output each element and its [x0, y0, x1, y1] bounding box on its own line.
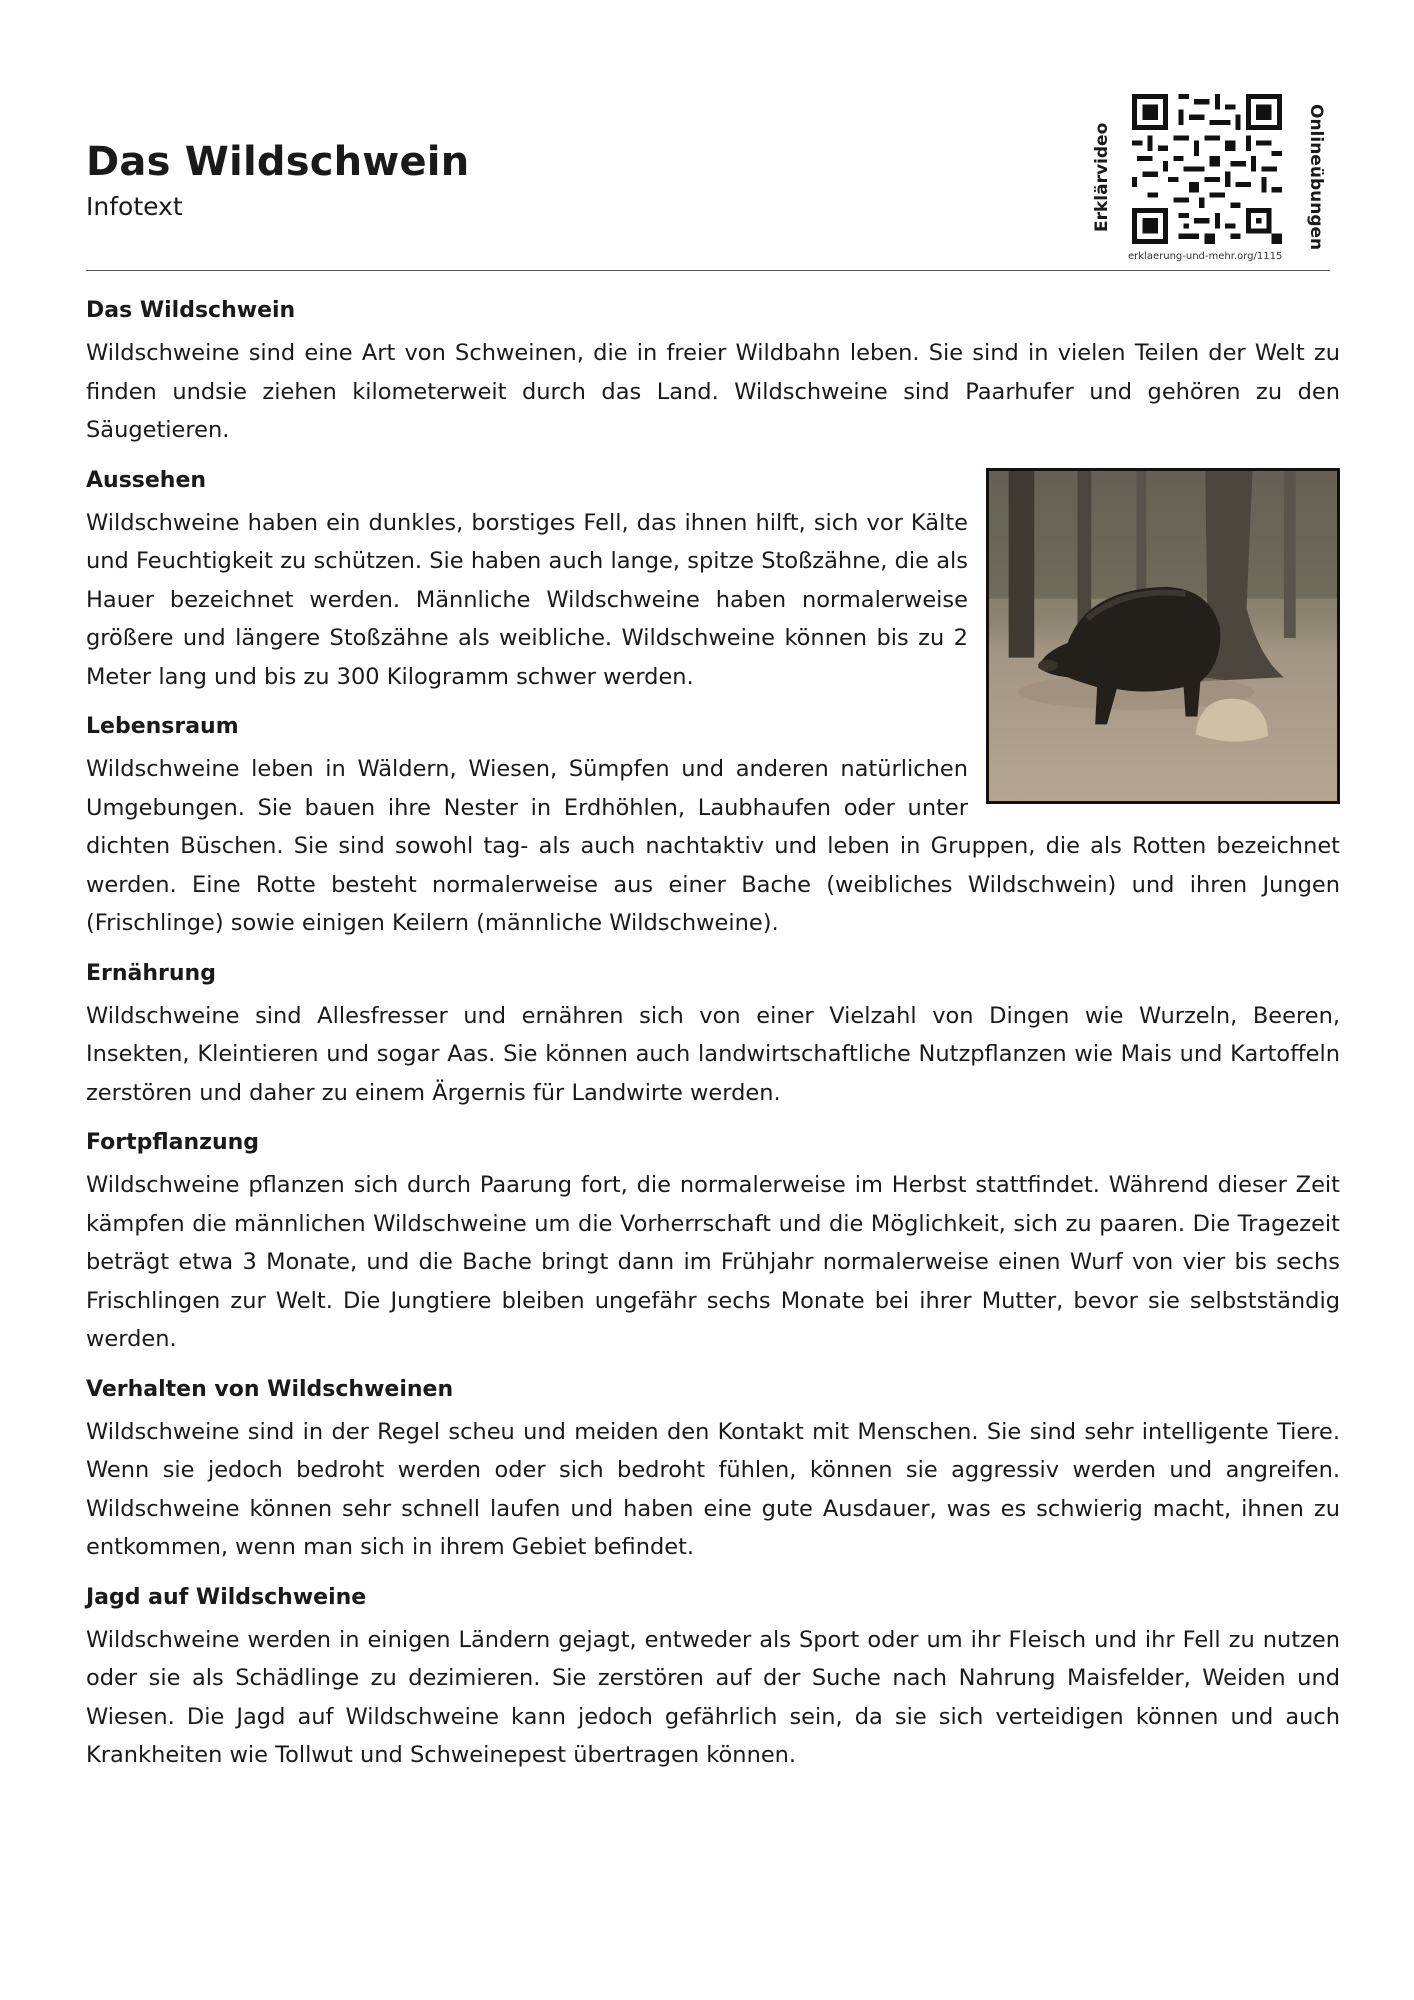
section-text: Wildschweine sind Allesfresser und ernähren sich von einer Vielzahl von Dingen wie Wurzeln, Beeren, Insekten, Kleintieren und sogar Aas. Sie können auch landwirtschaftliche Nutzpflanzen wie Mais und Kartoffeln zerstören und daher zu einem Ärgernis für Landwirte werden. — [86, 1002, 1340, 1106]
section-text: Wildschweine sind eine Art von Schweinen, die in freier Wildbahn leben. Sie sind in vielen Teilen der Welt zu finden undsie ziehen kilometerweit durch das Land. Wildschweine sind Paarhufer und gehören zu den Säugetieren. — [86, 340, 1340, 443]
section-heading: Lebensraum — [86, 714, 239, 739]
section-jagd — [86, 1581, 1340, 1775]
section-text: Wildschweine haben ein dunkles, borstiges Fell, das ihnen hilft, sich vor Kälte und Feuchtigkeit zu schützen. Sie haben auch lange, spitze Stoßzähne, die als Hauer bezeichnet werden. Männliche Wildschweine haben normalerweise größere und längere Stoßzähne als weibliche. Wildschweine können bis zu 2 Meter lang und bis zu 300 Kilogramm schwer werden. — [86, 509, 968, 690]
section-heading: Das Wildschwein — [86, 298, 296, 323]
section-intro — [86, 294, 1340, 450]
qr-code-icon[interactable] — [1132, 94, 1282, 244]
wild-boar-image-icon — [989, 471, 1337, 801]
section-text: Wildschweine sind in der Regel scheu und meiden den Kontakt mit Menschen. Sie sind sehr intelligente Tiere. Wenn sie jedoch bedroht werden oder sich bedroht fühlen, können sie aggressiv werden und angreifen. Wildschweine können sehr schnell laufen und haben eine gute Ausdauer, was es schwierig macht, ihnen zu entkommen, wenn man sich in ihrem Gebiet befindet. — [86, 1418, 1340, 1560]
section-verhalten — [86, 1373, 1340, 1567]
section-text: Wildschweine werden in einigen Ländern gejagt, entweder als Sport oder um ihr Fleisch und ihr Fell zu nutzen oder sie als Schädlinge zu dezimieren. Sie zerstören auf der Suche nach Nahrung Maisfelder, Weiden und Wiesen. Die Jagd auf Wildschweine kann jedoch gefährlich sein, da sie sich verteidigen können und auch Krankheiten wie Tollwut und Schweinepest übertragen können. — [86, 1626, 1340, 1768]
section-heading: Verhalten von Wildschweinen — [86, 1376, 454, 1402]
page-subtitle: Infotext — [86, 192, 183, 221]
wild-boar-photo — [986, 468, 1340, 804]
section-heading: Aussehen — [86, 467, 207, 493]
page-title: Das Wildschwein — [86, 139, 470, 185]
header-divider — [86, 270, 1330, 271]
section-heading: Fortpflanzung — [86, 1130, 260, 1155]
section-heading: Jagd auf Wildschweine — [86, 1584, 367, 1610]
section-text: Wildschweine leben in Wäldern, Wiesen, Sümpfen und anderen natürlichen Umgebungen. Sie bauen ihre Nester in Erdhöhlen, Laubhaufen oder unter dichten Büschen. Sie sind sowohl tag- als auch nachtaktiv und leben in Gruppen, die als Rotten bezeichnet werden. Eine Rotte besteht normalerweise aus einer Bache (weibliches Wildschwein) und ihren Jungen (Frischlinge) sowie einigen Keilern (männliche Wildschweine). — [86, 756, 1340, 936]
section-text: Wildschweine pflanzen sich durch Paarung fort, die normalerweise im Herbst stattfindet. Während dieser Zeit kämpfen die männlichen Wildschweine um die Vorherrschaft und die Möglichkeit, sich zu paaren. Die Tragezeit beträgt etwa 3 Monate, und die Bache bringt dann im Frühjahr normalerweise einen Wurf von vier bis sechs Frischlingen zur Welt. Die Jungtiere bleiben ungefähr sechs Monate bei ihrer Mutter, bevor sie selbstständig werden. — [86, 1172, 1340, 1352]
explainer-video-label[interactable]: Erklärvideo — [1092, 122, 1112, 232]
section-heading: Ernährung — [86, 960, 216, 986]
qr-url[interactable]: erklaerung-und-mehr.org/1115 — [1128, 251, 1283, 262]
section-fortpflanzung — [86, 1126, 1340, 1359]
section-ernaehrung — [86, 957, 1340, 1113]
online-exercises-label[interactable]: Onlineübungen — [1306, 104, 1326, 251]
content — [86, 294, 1340, 1789]
